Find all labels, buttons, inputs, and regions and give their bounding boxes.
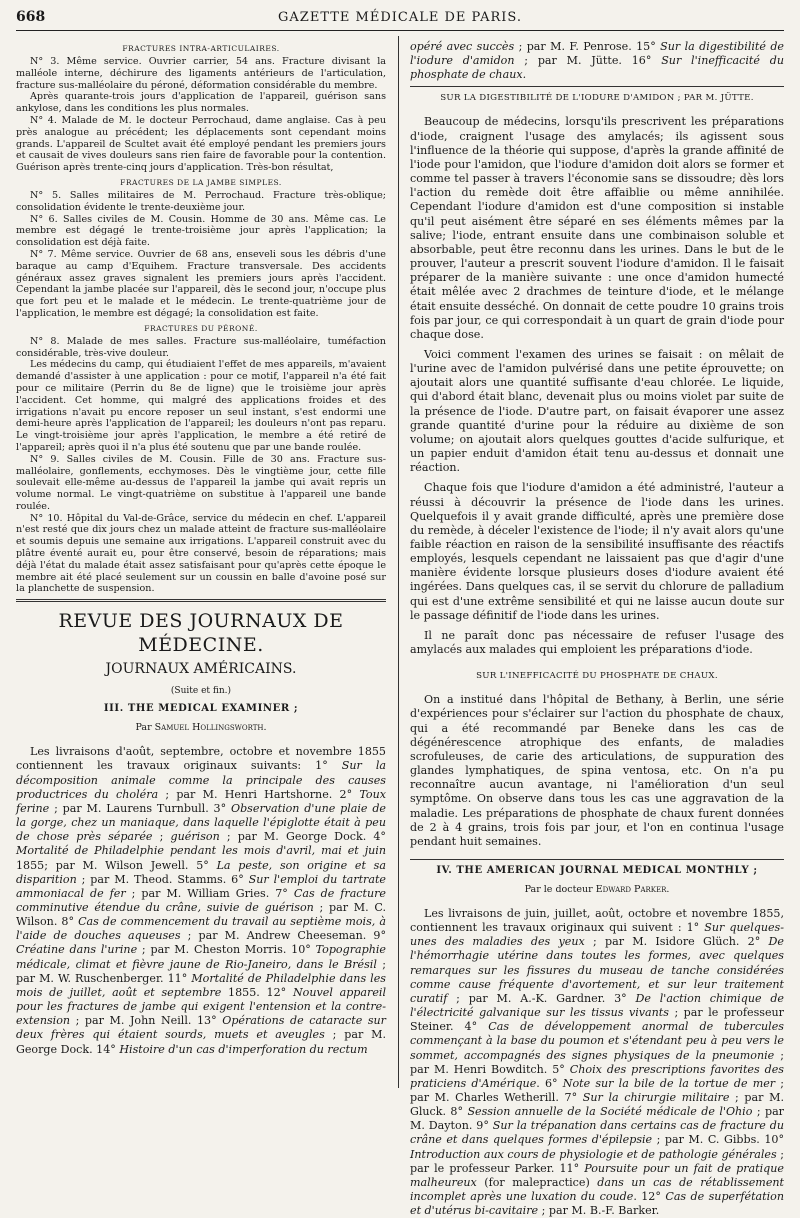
section-iii-heading: III. THE MEDICAL EXAMINER ;: [103, 703, 299, 715]
section-rule: [16, 599, 386, 602]
article-paragraph: On a institué dans l'hôpital de Bethany, à Berlin, une série d'expériences pour s'éclairer sur l'action du phosphate de chaux, qui a été recommandé par Beneke dans les cas de dégénérescence atrophique des enfants, de maladies scrofuleuses, de carie des articulations, de suppuration des glandes lymphatiques, de spina ventosa, etc. On n'a pu reconnaître aucun avantage, ni l'amélioration d'un seul symptôme. On observe dans tous les cas une aggravation de la maladie. Les préparations de phosphate de chaux furent données de 2 à 4 grains, trois fois par jour, et l'on en continua l'usage pendant huit semaines.: [410, 693, 784, 848]
case-paragraph: N° 10. Hôpital du Val-de-Grâce, service du médecin en chef. L'appareil n'est resté que dix jours chez un malade atteint de fracture sus-malléolaire et soumis depuis une semaine aux irrigations. L'appareil construit avec du plâtre éventé aurait eu, pour être conservé, besoin de réparations; mais déjà l'état du malade était assez satisfaisant pour qu'après cette époque le membre ait été placé seulement sur un coussin en balle d'avoine posé sur la planchette de suspension.: [16, 512, 386, 595]
case-paragraph: Après quarante-trois jours d'application de l'appareil, guérison sans ankylose, dans les conditions les plus normales.: [16, 91, 386, 115]
author-name: Edward Parker.: [595, 883, 670, 895]
author-prefix: Par: [135, 722, 152, 734]
livraisons-paragraph: Les livraisons de juin, juillet, août, octobre et novembre 1855, contiennent les travaux originaux qui suivent : 1° Sur quelques-unes des maladies des yeux ; par M. Isidore Glüch. 2° De l'hémorrhagie utérine dans toutes les formes, avec quelques remarques sur les fissures du museau de tanche considérées comme cause fréquente d'avortement, et sur leur traitement curatif ; par M. A.-K. Gardner. 3° De l'action chimique de l'électricité galvanique sur les tissus vivants ; par le professeur Steiner. 4° Cas de développement anormal de tubercules commençant à la base du poumon et s'étendant peu à peu vers le sommet, accompagnés des signes physiques de la pneumonie ; par M. Henri Bowditch. 5° Choix des prescriptions favorites des praticiens d'Amérique. 6° Note sur la bile de la tortue de mer ; par M. Charles Wetherill. 7° Sur la chirurgie militaire ; par M. Gluck. 8° Session annuelle de la Société médicale de l'Ohio ; par M. Dayton. 9° Sur la trépanation dans certains cas de fracture du crâne et dans quelques formes d'épilepsie ; par M. C. Gibbs. 10° Introduction aux cours de physiologie et de pathologie générales ; par le professeur Parker. 11° Poursuite pour un fait de pratique malheureux (for malepractice) dans un cas de rétablissement incomplet après une luxation du coude. 12° Cas de superfétation et d'utérus bi-cavitaire ; par M. B.-F. Barker.: [410, 906, 785, 1218]
journaux-heading: JOURNAUX AMÉRICAINS.: [105, 661, 297, 678]
section-iv-heading: IV. THE AMERICAN JOURNAL MEDICAL MONTHLY ;: [436, 864, 758, 876]
subheading-intra-articulaires: FRACTURES INTRA-ARTICULAIRES.: [122, 44, 280, 53]
case-paragraph: N° 8. Malade de mes salles. Fracture sus-malléolaire, tuméfaction considérable, très-vive douleur.: [16, 335, 386, 359]
livraisons-iv-body: [410, 907, 784, 1218]
case-paragraph: N° 4. Malade de M. le docteur Perrochaud, dame anglaise. Cas à peu près analogue au précédent; les déplacements sont cependant moins grands. L'appareil de Scultet avait été employé pendant les premiers jours et causait de vives douleurs sans rien faire de favorable pour la contention. Guérison après trente-cinq jours d'application. Très-bon résultat,: [16, 114, 386, 174]
author-prefix: Par le docteur: [524, 883, 593, 895]
article-rule: [410, 86, 784, 87]
section-rule: [410, 859, 784, 860]
section-iv-author: [410, 883, 784, 897]
page-header: [16, 8, 784, 31]
left-column: [16, 40, 386, 1090]
article-paragraph: Beaucoup de médecins, lorsqu'ils prescrivent les préparations d'iode, craignent l'usage des amylacés; ils agissent sous l'influence de la théorie qui suppose, d'après la grande affinité de l'iode pour l'amidon, que l'iodure d'amidon doit alors se former et comme tel passer à travers l'économie sans se dissoudre; dès lors l'action du remède doit être affaiblie ou même annihilée. Cependant l'iodure d'amidon est d'une composition si instable qu'il peut aisément être séparé en ses éléments mêmes par la salive; l'iode, entrant ensuite dans une combinaison soluble et absorbable, peut être reconnu dans les urines. Dans le but de le prouver, l'auteur a prescrit souvent l'iodure d'amidon. Il le faisait préparer de la manière suivante : une once d'amidon humecté était mêlée avec 2 drachmes de teinture d'iode, et le mélange était ensuite desséché. On donnait de cette poudre 10 grains trois fois par jour, ce qui correspondait à un quart de grain d'iode pour chaque dose.: [410, 115, 784, 341]
journal-title: GAZETTE MÉDICALE DE PARIS.: [278, 10, 522, 25]
page-number: 668: [16, 9, 46, 25]
phosphate-heading: SUR L'INEFFICACITÉ DU PHOSPHATE DE CHAUX.: [476, 671, 718, 682]
livraisons-body: [16, 745, 386, 1056]
case-paragraph: N° 7. Même service. Ouvrier de 68 ans, enseveli sous les débris d'une baraque au camp d'Equihem. Fracture transversale. Des accidents généraux assez graves signalent les premiers jours après l'accident. Cependant la jambe placée sur l'appareil, dès le second jour, n'occupe plus que fort peu et le malade et le médecin. Le trente-quatrième jour de l'application, le membre est dégagé; la consolidation est faite.: [16, 248, 386, 319]
fracture-cases: [16, 43, 386, 595]
author-name: Samuel Hollingsworth.: [154, 722, 267, 734]
case-paragraph: N° 6. Salles civiles de M. Cousin. Homme de 30 ans. Même cas. Le membre est dégagé le trente-troisième jour après l'application; la consolidation est déjà faite.: [16, 213, 386, 249]
subheading-perone: FRACTURES DU PÉRONÉ.: [144, 323, 258, 333]
article-paragraph: Chaque fois que l'iodure d'amidon a été administré, l'auteur a réussi à découvrir la présence de l'iode dans les urines. Quelquefois il y avait grande difficulté, après une première dose du remède, à déceler l'existence de l'iode; il n'y avait alors qu'une faible réaction en raison de la sensibilité insuffisante des réactifs employés, lesquels cependant ne laissaient pas que d'agir d'une manière évidente lorsque plusieurs doses d'iodure avaient été ingérées. Dans quelques cas, il se servit du chlorure de palladium qui est d'une extrême sensibilité et qui ne laisse aucun doute sur le passage définitif de l'iode dans les urines.: [410, 481, 784, 622]
article-paragraph: Voici comment l'examen des urines se faisait : on mêlait de l'urine avec de l'amidon pulvérisé dans une petite éprouvette; on ajoutait alors une quantité suffisante d'eau chlorée. Le liquide, qui d'abord était blanc, devenait plus ou moins violet par suite de la présence de l'iode. D'autre part, on faisait évaporer une assez grande quantité d'urine pour la réduire au dixième de son volume; on ajoutait alors quelques gouttes d'acide sulfurique, et un papier enduit d'amidon était tenu au-dessus et donnait une réaction.: [410, 347, 784, 475]
continued-paragraph: opéré avec succès ; par M. F. Penrose. 15° Sur la digestibilité de l'iodure d'amidon ; par M. Jütte. 16° Sur l'inefficacité du phosphate de chaux.: [410, 40, 785, 82]
article-paragraph: Il ne paraît donc pas nécessaire de refuser l'usage des amylacés aux malades qui emploient les préparations d'iode.: [410, 628, 784, 657]
revue-heading: REVUE DES JOURNAUX DE MÉDECINE.: [58, 610, 344, 657]
section-iii-author: [16, 721, 386, 735]
right-column: [410, 40, 785, 1218]
iodure-article: [410, 115, 784, 657]
case-paragraph: Les médecins du camp, qui étudiaient l'effet de mes appareils, m'avaient demandé d'assister à une application : pour ce motif, l'appareil n'a été fait pour ce militaire (Perrin du 8e de ligne) que le troisième jour après l'accident. Cet homme, qui malgré des applications froides et des irrigations n'avait pu encore reposer un seul instant, s'est endormi une demi-heure après l'application de l'appareil; les douleurs n'ont pas reparu. Le vingt-troisième jour après l'application, le membre a été retiré de l'appareil; après quoi il n'a plus été soutenu que par une bande roulée.: [16, 359, 386, 453]
phosphate-article: [410, 693, 784, 849]
iodure-heading: SUR LA DIGESTIBILITÉ DE L'IODURE D'AMIDON ; PAR M. JÜTTE.: [440, 93, 754, 104]
case-paragraph: N° 9. Salles civiles de M. Cousin. Fille de 30 ans. Fracture sus-malléolaire, gonflements, ecchymoses. Dès le vingtième jour, cette fille soulevait elle-même au-dessus de l'appareil la jambe qui avait repris un volume normal. Le vingt-quatrième on substitue à l'appareil une bande roulée.: [16, 453, 386, 512]
case-paragraph: N° 3. Même service. Ouvrier carrier, 54 ans. Fracture divisant la malléole interne, déchirure des ligaments antérieurs de l'articulation, fracture sus-malléolaire du péroné, déformation considérable du membre.: [16, 56, 386, 91]
suite-note: (Suite et fin.): [170, 686, 232, 697]
livraisons-continued: [410, 40, 784, 82]
subheading-jambe-simples: FRACTURES DE LA JAMBE SIMPLES.: [120, 177, 282, 187]
case-paragraph: N° 5. Salles militaires de M. Perrochaud. Fracture très-oblique; consolidation évidente le trente-deuxième jour.: [16, 189, 386, 213]
column-divider: [398, 36, 399, 1088]
livraisons-paragraph: Les livraisons d'août, septembre, octobre et novembre 1855 contiennent les travaux originaux suivants: 1° Sur la décomposition animale comme la principale des causes productrices du choléra ; par M. Henri Hartshorne. 2° Toux ferine ; par M. Laurens Turnbull. 3° Observation d'une plaie de la gorge, chez un maniaque, dans laquelle l'épiglotte était à peu de chose près séparée ; guérison ; par M. George Dock. 4° Mortalité de Philadelphie pendant les mois d'avril, mai et juin 1855; par M. Wilson Jewell. 5° La peste, son origine et sa disparition ; par M. Theod. Stamms. 6° Sur l'emploi du tartrate ammoniacal de fer ; par M. William Gries. 7° Cas de fracture comminutive étendue du crâne, suivie de guérison ; par M. C. Wilson. 8° Cas de commencement du travail au septième mois, à l'aide de douches aqueuses ; par M. Andrew Cheeseman. 9° Créatine dans l'urine ; par M. Cheston Morris. 10° Topographie médicale, climat et fièvre jaune de Rio-Janeiro, dans le Brésil ; par M. W. Ruschenberger. 11° Mortalité de Philadelphie dans les mois de juillet, août et septembre 1855. 12° Nouvel appareil pour les fractures de jambe qui exigent l'entension et la contre-extension ; par M. John Neill. 13° Opérations de cataracte sur deux frères qui étaient sourds, muets et aveugles ; par M. George Dock. 14° Histoire d'un cas d'imperforation du rectum: [16, 745, 387, 1056]
